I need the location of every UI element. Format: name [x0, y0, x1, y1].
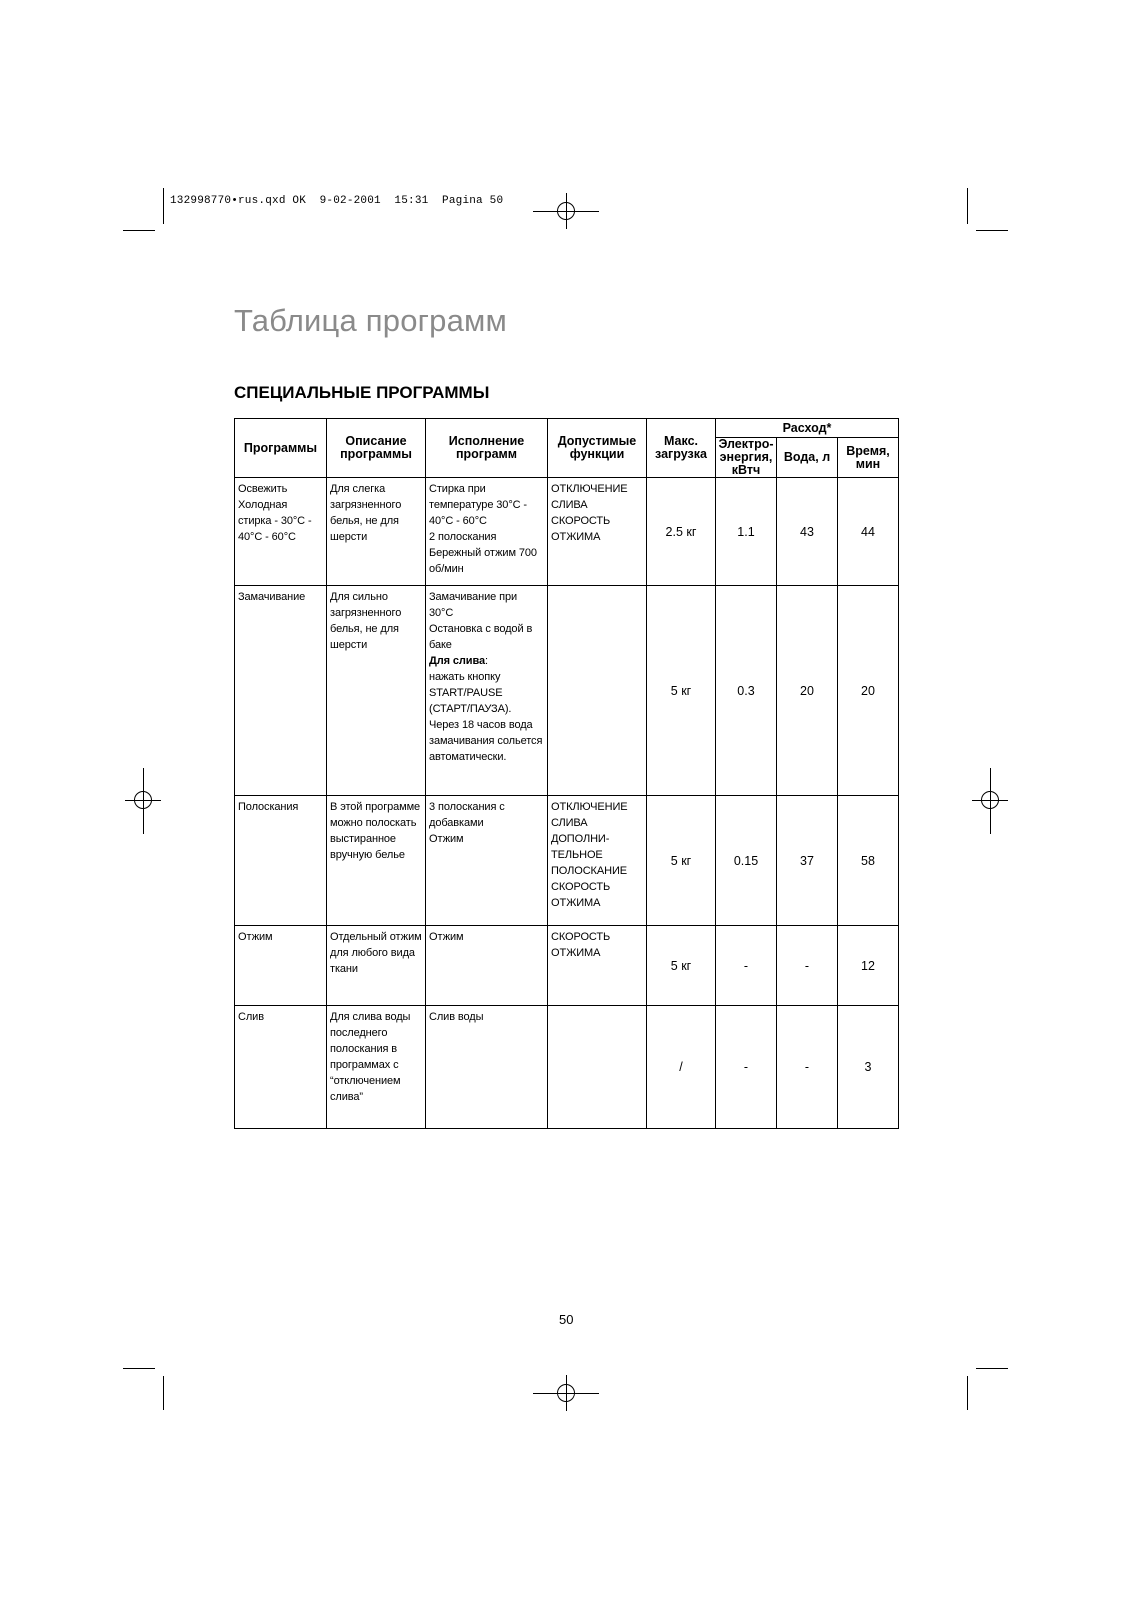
- print-slug: 132998770•rus.qxd OK 9-02-2001 15:31 Pagina 50: [170, 195, 504, 207]
- cell-time: 3: [838, 1006, 899, 1129]
- registration-mark-icon: [981, 791, 999, 809]
- cell-load: 5 кг: [647, 926, 716, 1006]
- cell-functions: ОТКЛЮЧЕНИЕ СЛИВА СКОРОСТЬ ОТЖИМА: [548, 478, 647, 586]
- registration-mark-icon: [557, 1384, 575, 1402]
- table-row: [235, 1006, 899, 1129]
- cell-execution: Слив воды: [426, 1006, 548, 1129]
- cell-description: Для слива воды последнего полоскания в программах с “отключением слива”: [327, 1006, 426, 1129]
- programs-table: [234, 418, 899, 1129]
- cell-execution: Отжим: [426, 926, 548, 1006]
- table-row: [235, 478, 899, 586]
- cell-energy: -: [716, 1006, 777, 1129]
- cell-load: 5 кг: [647, 586, 716, 796]
- registration-mark-icon: [557, 202, 575, 220]
- execution-bold-text: Для слива: [429, 655, 486, 667]
- table-row: [235, 796, 899, 926]
- cell-load: 5 кг: [647, 796, 716, 926]
- cell-load: 2.5 кг: [647, 478, 716, 586]
- header-water: Вода, л: [777, 438, 838, 478]
- cell-description: Для сильно загрязненного белья, не для шерсти: [327, 586, 426, 796]
- cell-water: 37: [777, 796, 838, 926]
- header-execution: Исполнение программ: [426, 419, 548, 478]
- header-functions: Допустимые функции: [548, 419, 647, 478]
- cell-time: 12: [838, 926, 899, 1006]
- cell-execution: Стирка при температуре 30°С - 40°С - 60°С 2 полоскания Бережный отжим 700 об/мин: [426, 478, 548, 586]
- cell-load: /: [647, 1006, 716, 1129]
- crop-mark: [123, 1368, 155, 1369]
- page-number: 50: [559, 1312, 574, 1327]
- cell-program: Слив: [235, 1006, 327, 1129]
- crop-mark: [163, 188, 164, 224]
- header-programs: Программы: [235, 419, 327, 478]
- crop-mark: [123, 230, 155, 231]
- crop-mark: [976, 230, 1008, 231]
- cell-water: 43: [777, 478, 838, 586]
- crop-mark: [163, 1376, 164, 1410]
- cell-functions: ОТКЛЮЧЕНИЕ СЛИВА ДОПОЛНИ- ТЕЛЬНОЕ ПОЛОСКАНИЕ СКОРОСТЬ ОТЖИМА: [548, 796, 647, 926]
- table-row: [235, 586, 899, 796]
- page-title: Таблица программ: [234, 303, 508, 338]
- header-max-load: Макс. загрузка: [647, 419, 716, 478]
- cell-functions: СКОРОСТЬ ОТЖИМА: [548, 926, 647, 1006]
- header-time: Время, мин: [838, 438, 899, 478]
- cell-description: Для слегка загрязненного белья, не для шерсти: [327, 478, 426, 586]
- cell-description: Отдельный отжим для любого вида ткани: [327, 926, 426, 1006]
- cell-water: 20: [777, 586, 838, 796]
- crop-mark: [967, 1376, 968, 1410]
- cell-program: Освежить Холодная стирка - 30°С - 40°С - 60°С: [235, 478, 327, 586]
- execution-text: : нажать кнопку START/PAUSE (СТАРТ/ПАУЗА). Через 18 часов вода замачивания сольется автоматически.: [429, 655, 543, 763]
- cell-program: Замачивание: [235, 586, 327, 796]
- crop-mark: [976, 1368, 1008, 1369]
- cell-energy: 1.1: [716, 478, 777, 586]
- cell-description: В этой программе можно полоскать выстиранное вручную белье: [327, 796, 426, 926]
- section-title: СПЕЦИАЛЬНЫЕ ПРОГРАММЫ: [234, 383, 490, 402]
- cell-water: -: [777, 926, 838, 1006]
- header-consumption: Расход*: [716, 419, 899, 438]
- cell-energy: 0.15: [716, 796, 777, 926]
- cell-execution: [426, 586, 548, 796]
- cell-functions: [548, 1006, 647, 1129]
- execution-text: Замачивание при 30°С Остановка с водой в баке: [429, 591, 533, 651]
- cell-program: Отжим: [235, 926, 327, 1006]
- cell-time: 58: [838, 796, 899, 926]
- crop-mark: [967, 188, 968, 224]
- header-description: Описание программы: [327, 419, 426, 478]
- cell-execution: 3 полоскания с добавками Отжим: [426, 796, 548, 926]
- cell-program: Полоскания: [235, 796, 327, 926]
- cell-energy: -: [716, 926, 777, 1006]
- cell-functions: [548, 586, 647, 796]
- cell-time: 44: [838, 478, 899, 586]
- cell-energy: 0.3: [716, 586, 777, 796]
- header-energy: Электро- энергия, кВтч: [716, 438, 777, 478]
- cell-water: -: [777, 1006, 838, 1129]
- cell-time: 20: [838, 586, 899, 796]
- table-row: [235, 926, 899, 1006]
- registration-mark-icon: [134, 791, 152, 809]
